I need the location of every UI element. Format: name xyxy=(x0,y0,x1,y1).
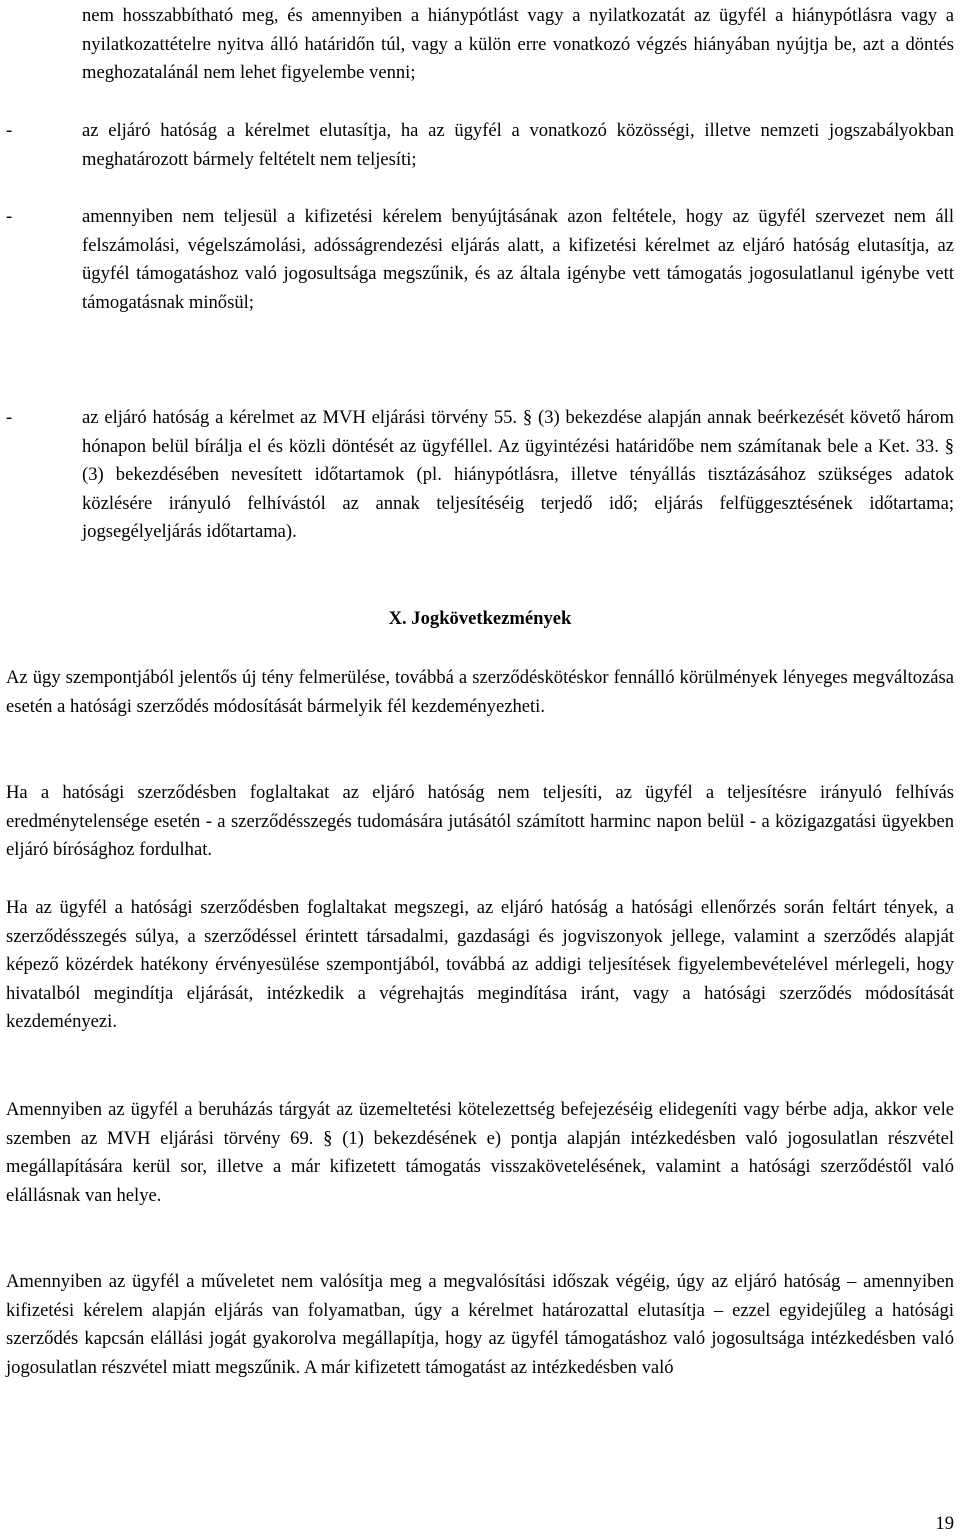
section-heading: X. Jogkövetkezmények xyxy=(388,608,572,629)
list-item-text: amennyiben nem teljesül a kifizetési kérelem benyújtásának azon feltétele, hogy az ügyfél szervezet nem áll felszámolási, végelszámolási, adósságrendezési eljárás alatt, a kifizetési kérelmet az eljáró hatóság elutasítja, az ügyfél támogatáshoz való jogosultsága megszűnik, és az általa igénybe vett támogatás jogosulatlanul igénybe vett támogatásnak minősül; xyxy=(82,206,954,313)
list-item-dash: - xyxy=(6,407,13,428)
page-number: 19 xyxy=(935,1513,954,1534)
list-item-text: az eljáró hatóság a kérelmet az MVH eljárási törvény 55. § (3) bekezdése alapján annak beérkezését követő három hónapon belül bírálja el és közli döntését az ügyféllel. Az ügyintézési határidőbe nem számítanak bele a Ket. 33. § (3) bekezdésében nevesített időtartamok (pl. hiánypótlásra, illetve tényállás tisztázásához szükséges adatok közlésére irányuló felhívástól az annak teljesítéséig terjedő idő; eljárás felfüggesztésének időtartama; jogsegélyeljárás időtartama). xyxy=(82,407,954,543)
list-item-dash: - xyxy=(6,120,13,141)
body-paragraph: Amennyiben az ügyfél a műveletet nem valósítja meg a megvalósítási időszak végéig, úgy az eljáró hatóság – amennyiben kifizetési kérelem alapján eljárás van folyamatban, úgy a kérelmet határozattal elutasítja – ezzel egyidejűleg a hatósági szerződés kapcsán elállási jogát gyakorolva megállapítja, hogy az ügyfél támogatáshoz való jogosultsága intézkedésben való jogosulatlan részvétel miatt megszűnik. A már kifizetett támogatást az intézkedésben való xyxy=(6,1271,954,1378)
body-paragraph: Ha az ügyfél a hatósági szerződésben foglaltakat megszegi, az eljáró hatóság a hatósági ellenőrzés során feltárt tények, a szerződésszegés súlya, a szerződéssel érintett társadalmi, gazdasági és jogviszonyok jellege, valamint a szerződés alapját képező közérdek hatékony érvényesülése szempontjából, továbbá az addigi teljesítések figyelembevételével mérlegeli, hogy hivatalból megindítja eljárását, intézkedik a végrehajtás megindítása iránt, vagy a hatósági szerződés módosítását kezdeményezi. xyxy=(6,897,954,1033)
body-paragraph: Az ügy szempontjából jelentős új tény felmerülése, továbbá a szerződéskötéskor fennálló körülmények lényeges megváltozása esetén a hatósági szerződés módosítását bármelyik fél kezdeményezheti. xyxy=(6,667,954,717)
intro-paragraph: nem hosszabbítható meg, és amennyiben a hiánypótlást vagy a nyilatkozatát az ügyfél a hiánypótlásra vagy a nyilatkozattételre nyitva álló határidőn túl, vagy a külön erre vonatkozó végzés hiányában nyújtja be, azt a döntés meghozatalánál nem lehet figyelembe venni; xyxy=(82,5,954,84)
list-item-text: az eljáró hatóság a kérelmet elutasítja, ha az ügyfél a vonatkozó közösségi, illetve nemzeti jogszabályokban meghatározott bármely feltételt nem teljesíti; xyxy=(82,120,954,170)
list-item-dash: - xyxy=(6,206,13,227)
body-paragraph: Amennyiben az ügyfél a beruházás tárgyát az üzemeltetési kötelezettség befejezéséig elidegeníti vagy bérbe adja, akkor vele szemben az MVH eljárási törvény 69. § (1) bekezdésének e) pontja alapján intézkedésben való jogosulatlan részvétel megállapítására kerül sor, illetve a már kifizetett támogatás visszakövetelésének, valamint a hatósági szerződéstől való elállásnak van helye. xyxy=(6,1099,954,1206)
body-paragraph: Ha a hatósági szerződésben foglaltakat az eljáró hatóság nem teljesíti, az ügyfél a teljesítésre irányuló felhívás eredménytelensége esetén - a szerződésszegés tudomására jutásától számított harminc napon belül - a közigazgatási ügyekben eljáró bírósághoz fordulhat. xyxy=(6,782,954,861)
